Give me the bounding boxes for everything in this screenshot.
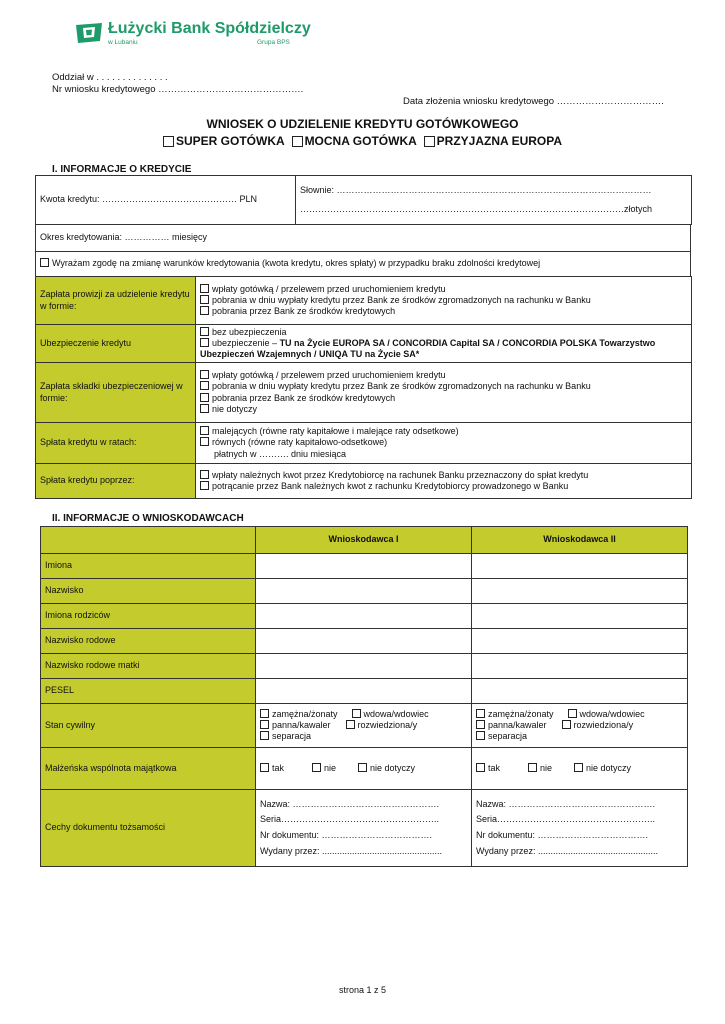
fee-label: Zapłata prowizji za udzielenie kredytu w formie: bbox=[36, 277, 196, 325]
applicants-table bbox=[40, 526, 688, 867]
checkbox-married[interactable] bbox=[476, 709, 485, 718]
premium-option-label: pobrania w dniu wypłaty kredytu przez Bank ze środków zgromadzonych na rachunku w Banku bbox=[212, 381, 591, 392]
applicant2-header: Wnioskodawca II bbox=[472, 527, 688, 554]
credit-amount-words-line1: Słownie: …………………………………………………………………………………………… bbox=[300, 184, 652, 195]
option-label: nie dotyczy bbox=[370, 762, 416, 773]
insurance-option-none[interactable] bbox=[200, 327, 687, 338]
applicant2-marital-options bbox=[472, 704, 688, 748]
option-label: tak bbox=[272, 762, 285, 773]
premium-option[interactable] bbox=[200, 381, 687, 392]
checkbox-not-applicable[interactable] bbox=[358, 763, 367, 772]
checkbox[interactable] bbox=[200, 470, 209, 479]
option-label: nie bbox=[540, 762, 553, 773]
checkbox-married[interactable] bbox=[260, 709, 269, 718]
premium-option-label: pobrania przez Bank ze środków kredytowych bbox=[212, 392, 396, 403]
applicant2-surname-field[interactable] bbox=[472, 579, 688, 604]
option-label: panna/kawaler bbox=[488, 719, 547, 730]
checkbox[interactable] bbox=[200, 295, 209, 304]
row-label-pesel: PESEL bbox=[41, 679, 256, 704]
checkbox[interactable] bbox=[200, 404, 209, 413]
installments-option[interactable] bbox=[200, 426, 687, 437]
id-number-field[interactable]: Nr dokumentu: ………………………………. bbox=[476, 830, 649, 840]
checkbox-single[interactable] bbox=[476, 720, 485, 729]
bank-name: Łużycki Bank Spółdzielczy bbox=[108, 20, 311, 37]
premium-label: Zapłata składki ubezpieczeniowej w formie: bbox=[36, 363, 196, 423]
applicant1-first-names-field[interactable] bbox=[256, 554, 472, 579]
checkbox-widowed[interactable] bbox=[352, 709, 361, 718]
bank-branch-line: w Lubaniu bbox=[108, 39, 138, 46]
fee-option-label: pobrania w dniu wypłaty kredytu przez Bank ze środków zgromadzonych na rachunku w Banku bbox=[212, 294, 591, 305]
checkbox[interactable] bbox=[200, 426, 209, 435]
applicant1-mother-maiden-name-field[interactable] bbox=[256, 654, 472, 679]
premium-option[interactable] bbox=[200, 370, 687, 381]
insurance-insurers: TU na Życie EUROPA SA / CONCORDIA Capital SA / CONCORDIA POLSKA Towarzystwo Ubezpieczeń Wzajemnych / UNIQA TU na Życie SA* bbox=[200, 337, 656, 360]
insurance-label: Ubezpieczenie kredytu bbox=[36, 325, 196, 363]
option-label: zamężna/żonaty bbox=[272, 708, 338, 719]
applicant2-property-options bbox=[472, 748, 688, 790]
applicant2-maiden-name-field[interactable] bbox=[472, 629, 688, 654]
product-checkbox-mocna[interactable] bbox=[292, 136, 303, 147]
checkbox-divorced[interactable] bbox=[346, 720, 355, 729]
applicants-header-blank bbox=[41, 527, 256, 554]
credit-options-table bbox=[35, 276, 692, 499]
row-label-joint-property: Małżeńska wspólnota majątkowa bbox=[41, 748, 256, 790]
id-name-field[interactable]: Nazwa: …………………………………………. bbox=[260, 798, 440, 809]
checkbox[interactable] bbox=[200, 437, 209, 446]
credit-amount-field[interactable]: Kwota kredytu: ……………………………………… PLN bbox=[36, 176, 296, 225]
premium-option-label: nie dotyczy bbox=[212, 403, 258, 414]
consent-checkbox[interactable] bbox=[40, 258, 49, 267]
fee-options bbox=[196, 277, 692, 325]
applicant2-first-names-field[interactable] bbox=[472, 554, 688, 579]
id-issued-field[interactable]: Wydany przez: ................................................ bbox=[476, 845, 658, 856]
bank-logo-icon bbox=[74, 22, 104, 44]
option-label: tak bbox=[488, 762, 501, 773]
applicant1-parents-names-field[interactable] bbox=[256, 604, 472, 629]
applicant1-id-fields bbox=[256, 790, 472, 867]
premium-option[interactable] bbox=[200, 404, 687, 415]
option-label: zamężna/żonaty bbox=[488, 708, 554, 719]
row-label-id-document: Cechy dokumentu tożsamości bbox=[41, 790, 256, 867]
repayment-option[interactable] bbox=[200, 470, 687, 481]
checkbox-yes[interactable] bbox=[260, 763, 269, 772]
bank-group: Grupa BPS bbox=[257, 39, 290, 46]
installments-payable-day[interactable]: płatnych w ………. dniu miesiąca bbox=[214, 448, 347, 459]
checkbox-separated[interactable] bbox=[260, 731, 269, 740]
option-label: nie dotyczy bbox=[586, 762, 632, 773]
product-label-europa: PRZYJAZNA EUROPA bbox=[436, 134, 563, 148]
checkbox-divorced[interactable] bbox=[562, 720, 571, 729]
row-label-parents-names: Imiona rodziców bbox=[41, 604, 256, 629]
consent-label: Wyrażam zgodę na zmianę warunków kredytowania (kwota kredytu, okres spłaty) w przypadku braku zdolności kredytowej bbox=[52, 258, 541, 269]
fee-option[interactable] bbox=[200, 284, 687, 295]
checkbox-no[interactable] bbox=[312, 763, 321, 772]
product-label-mocna: MOCNA GOTÓWKA bbox=[304, 134, 417, 148]
checkbox[interactable] bbox=[200, 327, 209, 336]
row-label-maiden-name: Nazwisko rodowe bbox=[41, 629, 256, 654]
applicant2-pesel-field[interactable] bbox=[472, 679, 688, 704]
row-label-mother-maiden-name: Nazwisko rodowe matki bbox=[41, 654, 256, 679]
checkbox[interactable] bbox=[200, 381, 209, 390]
id-name-field[interactable]: Nazwa: …………………………………………. bbox=[476, 798, 656, 809]
option-label: separacja bbox=[488, 731, 528, 742]
insurance-option-insured[interactable] bbox=[200, 338, 687, 361]
option-label: separacja bbox=[272, 731, 312, 742]
insurance-option-prefix: ubezpieczenie – bbox=[212, 337, 280, 348]
applicant2-parents-names-field[interactable] bbox=[472, 604, 688, 629]
section1-title: I. INFORMACJE O KREDYCIE bbox=[52, 164, 192, 175]
option-label: rozwiedziona/y bbox=[357, 719, 418, 730]
checkbox-widowed[interactable] bbox=[568, 709, 577, 718]
row-label-first-names: Imiona bbox=[41, 554, 256, 579]
product-label-super: SUPER GOTÓWKA bbox=[175, 134, 285, 148]
application-number-field[interactable]: Nr wniosku kredytowego ………………………………………. bbox=[52, 84, 304, 95]
checkbox-separated[interactable] bbox=[476, 731, 485, 740]
checkbox-not-applicable[interactable] bbox=[574, 763, 583, 772]
option-label: wdowa/wdowiec bbox=[579, 708, 645, 719]
fee-option-label: pobrania przez Bank ze środków kredytowych bbox=[212, 306, 396, 317]
product-checkbox-super[interactable] bbox=[163, 136, 174, 147]
installments-option[interactable] bbox=[200, 437, 687, 448]
credit-period-table bbox=[35, 224, 691, 277]
installments-label: Spłata kredytu w ratach: bbox=[36, 423, 196, 464]
credit-amount-words-line2: ………………………………………………………………………………………………złotych bbox=[300, 204, 653, 214]
checkbox[interactable] bbox=[200, 481, 209, 490]
repayment-option[interactable] bbox=[200, 481, 687, 492]
id-series-field[interactable]: Seria…………………………………………….. bbox=[260, 814, 440, 825]
repayment-option-label: potrącanie przez Bank należnych kwot z rachunku Kredytobiorcy prowadzonego w Banku bbox=[212, 481, 569, 491]
id-issued-field[interactable]: Wydany przez: ................................................ bbox=[260, 845, 442, 856]
option-label: rozwiedziona/y bbox=[573, 719, 634, 730]
option-label: wdowa/wdowiec bbox=[363, 708, 429, 719]
credit-info-table bbox=[35, 175, 692, 225]
repayment-label: Spłata kredytu poprzez: bbox=[36, 464, 196, 499]
repayment-options bbox=[196, 464, 692, 499]
row-label-marital-status: Stan cywilny bbox=[41, 704, 256, 748]
checkbox[interactable] bbox=[200, 338, 209, 347]
id-number-field[interactable]: Nr dokumentu: ………………………………. bbox=[260, 830, 433, 840]
checkbox-no[interactable] bbox=[528, 763, 537, 772]
section2-title: II. INFORMACJE O WNIOSKODAWCACH bbox=[52, 513, 244, 524]
applicant1-property-options bbox=[256, 748, 472, 790]
applicant1-marital-options bbox=[256, 704, 472, 748]
submission-date-field[interactable]: Data złożenia wniosku kredytowego ……………………………. bbox=[403, 96, 664, 107]
product-checkbox-europa[interactable] bbox=[424, 136, 435, 147]
installments-option-label: równych (równe raty kapitałowo-odsetkowe) bbox=[212, 437, 388, 448]
credit-period-field[interactable]: Okres kredytowania: …………… miesięcy bbox=[36, 225, 691, 252]
option-label: panna/kawaler bbox=[272, 719, 331, 730]
product-selector bbox=[0, 134, 725, 148]
checkbox[interactable] bbox=[200, 393, 209, 402]
applicant1-pesel-field[interactable] bbox=[256, 679, 472, 704]
applicant2-id-fields bbox=[472, 790, 688, 867]
checkbox-single[interactable] bbox=[260, 720, 269, 729]
id-series-field[interactable]: Seria…………………………………………….. bbox=[476, 814, 656, 825]
consent-row bbox=[36, 252, 691, 277]
checkbox[interactable] bbox=[200, 306, 209, 315]
page-number: strona 1 z 5 bbox=[338, 985, 387, 995]
applicant1-maiden-name-field[interactable] bbox=[256, 629, 472, 654]
premium-options bbox=[196, 363, 692, 423]
checkbox[interactable] bbox=[200, 284, 209, 293]
applicant1-header: Wnioskodawca I bbox=[256, 527, 472, 554]
installments-option-label: malejących (równe raty kapitałowe i malejące raty odsetkowe) bbox=[212, 426, 459, 437]
fee-option[interactable] bbox=[200, 295, 687, 306]
fee-option[interactable] bbox=[200, 306, 687, 317]
applicant1-surname-field[interactable] bbox=[256, 579, 472, 604]
premium-option-label: wpłaty gotówką / przelewem przed uruchomieniem kredytu bbox=[212, 370, 446, 380]
repayment-option-label: wpłaty należnych kwot przez Kredytobiorcę na rachunek Banku przeznaczony do spłat kredytu bbox=[212, 469, 589, 480]
fee-option-label: wpłaty gotówką / przelewem przed uruchomieniem kredytu bbox=[212, 283, 446, 294]
branch-field[interactable]: Oddział w . . . . . . . . . . . . . . bbox=[52, 72, 168, 83]
checkbox[interactable] bbox=[200, 370, 209, 379]
row-label-surname: Nazwisko bbox=[41, 579, 256, 604]
option-label: nie bbox=[324, 762, 337, 773]
insurance-option-label: bez ubezpieczenia bbox=[212, 326, 287, 337]
form-title: WNIOSEK O UDZIELENIE KREDYTU GOTÓWKOWEGO bbox=[206, 117, 519, 131]
applicant2-mother-maiden-name-field[interactable] bbox=[472, 654, 688, 679]
bank-logo bbox=[74, 20, 314, 50]
checkbox-yes[interactable] bbox=[476, 763, 485, 772]
premium-option[interactable] bbox=[200, 393, 687, 404]
installments-options bbox=[196, 423, 692, 464]
credit-amount-words[interactable] bbox=[296, 176, 692, 225]
insurance-options bbox=[196, 325, 692, 363]
